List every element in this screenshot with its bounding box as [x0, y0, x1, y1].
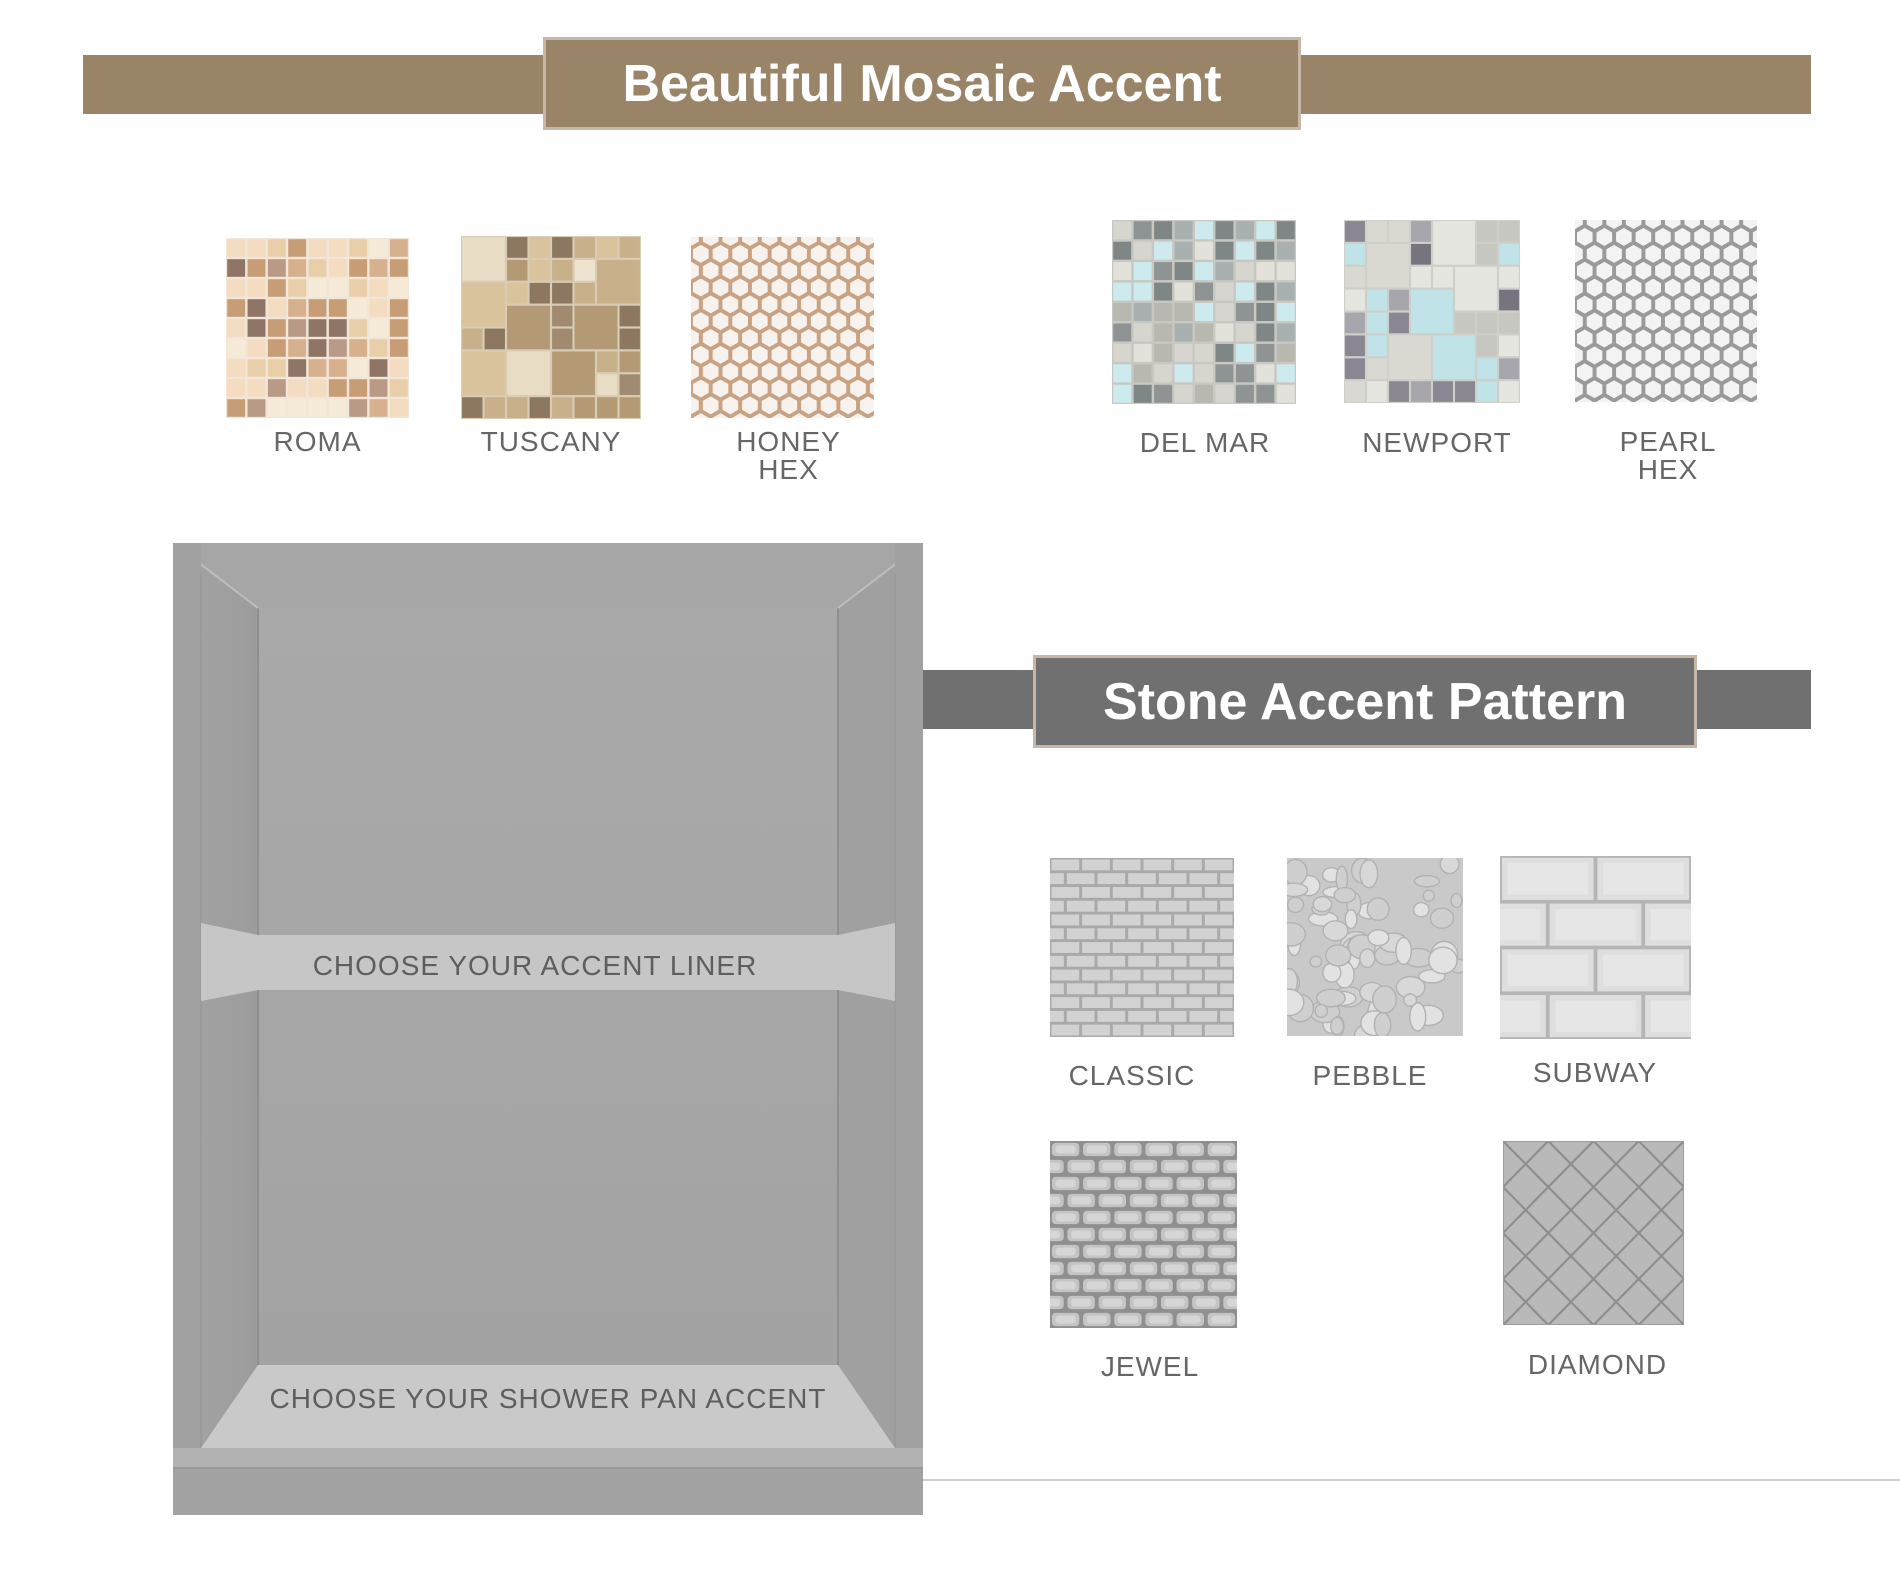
diamond-swatch[interactable] — [1503, 1141, 1684, 1325]
accent-liner-label[interactable]: CHOOSE YOUR ACCENT LINER — [312, 950, 758, 981]
newport-swatch[interactable] — [1344, 220, 1520, 403]
tuscany-label: TUSCANY — [480, 426, 622, 457]
shower-pan-accent-label[interactable]: CHOOSE YOUR SHOWER PAN ACCENT — [269, 1383, 827, 1414]
honey-hex-swatch[interactable] — [691, 237, 874, 418]
subway-swatch[interactable] — [1500, 856, 1691, 1039]
divider-line — [923, 1479, 1900, 1481]
tuscany-swatch[interactable] — [461, 236, 641, 419]
jewel-label: JEWEL — [1100, 1351, 1200, 1382]
diamond-label: DIAMOND — [1527, 1349, 1668, 1380]
pearl-hex-swatch[interactable] — [1575, 220, 1757, 402]
subway-label: SUBWAY — [1532, 1057, 1658, 1088]
newport-label: NEWPORT — [1362, 427, 1512, 458]
pebble-swatch[interactable] — [1287, 858, 1463, 1036]
honey-hex-label: HONEY HEX — [736, 426, 841, 485]
roma-label: ROMA — [273, 426, 362, 457]
stone-banner-title: Stone Accent Pattern — [1033, 655, 1697, 748]
pebble-label: PEBBLE — [1312, 1060, 1428, 1091]
roma-swatch[interactable] — [226, 238, 409, 418]
classic-label: CLASSIC — [1068, 1060, 1196, 1091]
pearl-hex-label: PEARL HEX — [1619, 426, 1717, 485]
classic-swatch[interactable] — [1050, 858, 1234, 1037]
del-mar-swatch[interactable] — [1112, 220, 1296, 404]
shower-illustration — [173, 543, 923, 1515]
mosaic-banner-title: Beautiful Mosaic Accent — [543, 37, 1301, 130]
del-mar-label: DEL MAR — [1139, 427, 1271, 458]
jewel-swatch[interactable] — [1050, 1141, 1237, 1328]
